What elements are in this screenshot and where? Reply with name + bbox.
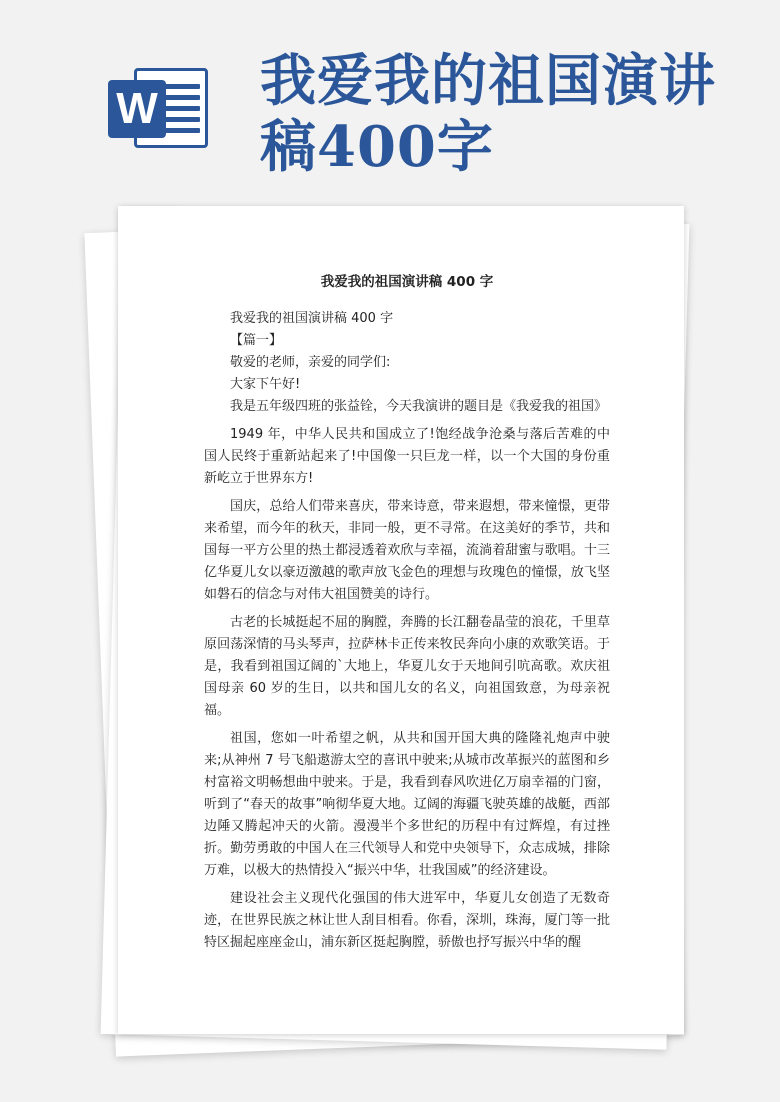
intro-line: 我是五年级四班的张益铨，今天我演讲的题目是《我爱我的祖国》 bbox=[230, 399, 608, 414]
intro-line: 【篇一】 bbox=[230, 333, 283, 348]
document-heading: 我爱我的祖国演讲稿 400 字 bbox=[320, 274, 494, 290]
intro-line: 敬爱的老师，亲爱的同学们: bbox=[230, 355, 391, 370]
intro-line: 大家下午好! bbox=[230, 377, 301, 392]
paragraph: 建设社会主义现代化强国的伟大进军中，华夏儿女创造了无数奇迹，在世界民族之林让世人刮目相看。你看，深圳，珠海，厦门等一批特区掘起座座金山，浦东新区挺起胸膛，骄傲也抒写振兴中华的醒 bbox=[204, 891, 610, 950]
document-page bbox=[118, 206, 684, 1034]
word-icon bbox=[108, 62, 210, 154]
page-title: 我爱我的祖国演讲稿400字 bbox=[260, 48, 716, 180]
word-icon-tile: W bbox=[108, 80, 166, 138]
paragraph: 祖国，您如一叶希望之帆，从共和国开国大典的隆隆礼炮声中驶来;从神州 7 号飞船遨游太空的喜讯中驶来;从城市改革振兴的蓝图和乡村富裕文明畅想曲中驶来。于是，我看到春风吹进亿万扇幸福的门窗，听到了“春天的故事”响彻华夏大地。辽阔的海疆飞驶英雄的战艇，西部边陲又腾起冲天的火箭。漫漫半个多世纪的历程中有过辉煌，有过挫折。勤劳勇敢的中国人在三代领导人和党中央领导下，众志成城，排除万难，以极大的热情投入“振兴中华，壮我国威”的经济建设。 bbox=[204, 731, 610, 878]
paragraph: 古老的长城挺起不屈的胸膛，奔腾的长江翻卷晶莹的浪花，千里草原回荡深情的马头琴声，拉萨林卡正传来牧民奔向小康的欢歌笑语。于是，我看到祖国辽阔的`大地上，华夏儿女于天地间引吭高歌。欢庆祖国母亲 60 岁的生日，以共和国儿女的名义，向祖国致意，为母亲祝福。 bbox=[204, 615, 610, 718]
document-body bbox=[204, 270, 610, 960]
paragraph: 国庆，总给人们带来喜庆，带来诗意，带来遐想，带来憧憬，更带来希望，而今年的秋天，非同一般，更不寻常。在这美好的季节，共和国每一平方公里的热土都浸透着欢欣与幸福，流淌着甜蜜与歌唱。十三亿华夏儿女以豪迈激越的歌声放飞金色的理想与玫瑰色的憧憬，放飞坚如磐石的信念与对伟大祖国赞美的诗行。 bbox=[204, 499, 610, 602]
intro-line: 我爱我的祖国演讲稿 400 字 bbox=[230, 311, 394, 326]
paragraph: 1949 年，中华人民共和国成立了!饱经战争沧桑与落后苦难的中国人民终于重新站起来了!中国像一只巨龙一样，以一个大国的身份重新屹立于世界东方! bbox=[204, 427, 610, 486]
